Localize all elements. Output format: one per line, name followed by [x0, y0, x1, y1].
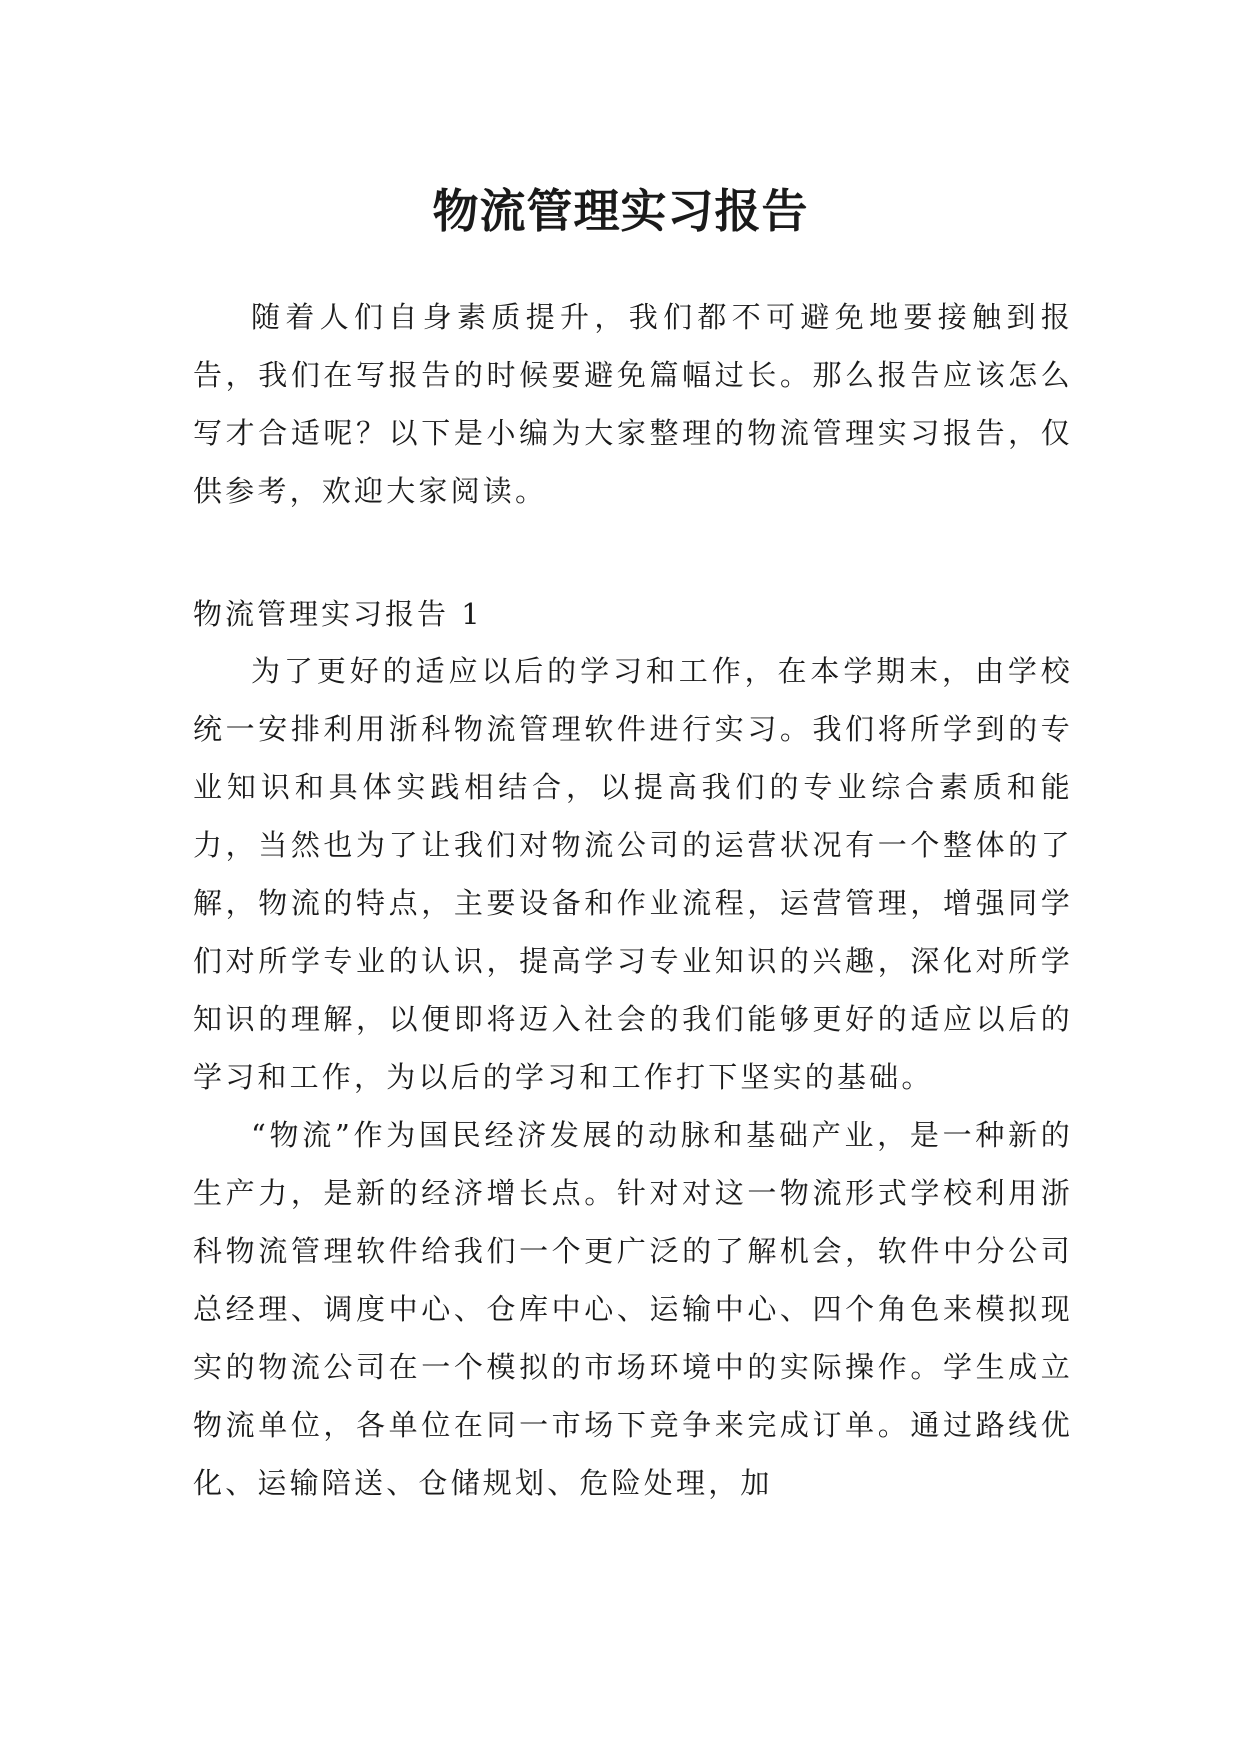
body-paragraph-2: “物流”作为国民经济发展的动脉和基础产业，是一种新的生产力，是新的经济增长点。针对对这一物流形式学校利用浙科物流管理软件给我们一个更广泛的了解机会，软件中分公司总经理、调度中心、仓库中心、运输中心、四个角色来模拟现实的物流公司在一个模拟的市场环境中的实际操作。学生成立物流单位，各单位在同一市场下竞争来完成订单。通过路线优化、运输陪送、仓储规划、危险处理，加 — [193, 1118, 1073, 1500]
body-paragraph-1: 为了更好的适应以后的学习和工作，在本学期末，由学校统一安排利用浙科物流管理软件进行实习。我们将所学到的专业知识和具体实践相结合，以提高我们的专业综合素质和能力，当然也为了让我们对物流公司的运营状况有一个整体的了解，物流的特点，主要设备和作业流程，运营管理，增强同学们对所学专业的认识，提高学习专业知识的兴趣，深化对所学知识的理解，以便即将迈入社会的我们能够更好的适应以后的学习和工作，为以后的学习和工作打下坚实的基础。 — [193, 654, 1073, 1094]
section-body — [193, 642, 1073, 1512]
document-title: 物流管理实习报告 — [432, 183, 809, 238]
intro-block — [193, 288, 1073, 520]
intro-paragraph: 随着人们自身素质提升，我们都不可避免地要接触到报告，我们在写报告的时候要避免篇幅过长。那么报告应该怎么写才合适呢？以下是小编为大家整理的物流管理实习报告，仅供参考，欢迎大家阅读。 — [193, 300, 1073, 508]
section-heading: 物流管理实习报告 1 — [193, 597, 483, 631]
